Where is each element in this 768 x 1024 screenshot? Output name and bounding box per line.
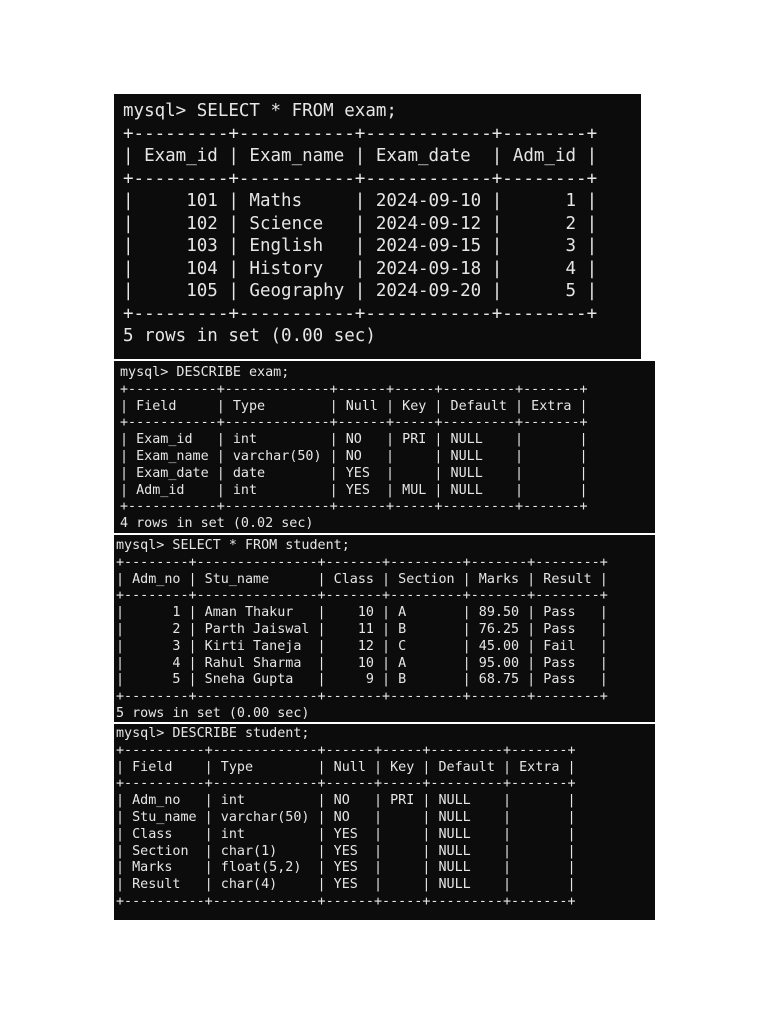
table-header-row: | Field | Type | Null | Key | Default | Extra | <box>120 398 588 414</box>
table-header-row: | Field | Type | Null | Key | Default | Extra | <box>116 759 576 775</box>
table-border: +-----------+-------------+------+-----+---------+-------+ <box>120 499 588 515</box>
table-border: +---------+-----------+------------+--------+ <box>123 168 598 189</box>
table-row: | 3 | Kirti Taneja | 12 | C | 45.00 | Fail | <box>116 638 608 654</box>
table-row: | Stu_name | varchar(50) | NO | | NULL | | <box>116 809 576 825</box>
terminal-output <box>123 100 641 348</box>
table-header-row: | Exam_id | Exam_name | Exam_date | Adm_id | <box>123 146 598 166</box>
table-row: | 105 | Geography | 2024-09-20 | 5 | <box>123 281 598 301</box>
terminal-output <box>120 365 655 533</box>
table-row: | Result | char(4) | YES | | NULL | | <box>116 877 576 893</box>
result-summary: 5 rows in set (0.00 sec) <box>116 705 310 721</box>
table-border: +---------+-----------+------------+--------+ <box>123 123 598 144</box>
table-border: +----------+-------------+------+-----+---------+-------+ <box>116 742 576 758</box>
table-row: | Class | int | YES | | NULL | | <box>116 826 576 842</box>
table-row: | 101 | Maths | 2024-09-10 | 1 | <box>123 191 598 211</box>
table-row: | 2 | Parth Jaiswal | 11 | B | 76.25 | Pass | <box>116 621 608 637</box>
table-border: +--------+---------------+-------+---------+-------+--------+ <box>116 554 608 570</box>
table-row: | Section | char(1) | YES | | NULL | | <box>116 843 576 859</box>
table-border: +--------+---------------+-------+---------+-------+--------+ <box>116 588 608 604</box>
table-border: +----------+-------------+------+-----+---------+-------+ <box>116 776 576 792</box>
table-border: +-----------+-------------+------+-----+---------+-------+ <box>120 415 588 431</box>
terminal-panel-describe-exam <box>114 361 655 533</box>
terminal-output <box>116 726 655 911</box>
table-row: | 4 | Rahul Sharma | 10 | A | 95.00 | Pass | <box>116 655 608 671</box>
table-row: | Exam_name | varchar(50) | NO | | NULL | | <box>120 448 588 464</box>
prompt-line: mysql> DESCRIBE exam; <box>120 365 290 380</box>
table-row: | Marks | float(5,2) | YES | | NULL | | <box>116 860 576 876</box>
table-row: | Exam_date | date | YES | | NULL | | <box>120 465 588 481</box>
result-summary: 4 rows in set (0.02 sec) <box>120 516 314 532</box>
table-row: | Adm_id | int | YES | MUL | NULL | | <box>120 482 588 498</box>
table-border: +----------+-------------+------+-----+---------+-------+ <box>116 893 576 909</box>
table-row: | Adm_no | int | NO | PRI | NULL | | <box>116 793 576 809</box>
terminal-panel-select-student <box>114 535 655 722</box>
result-summary: 5 rows in set (0.00 sec) <box>123 326 376 346</box>
table-row: | 103 | English | 2024-09-15 | 3 | <box>123 236 598 256</box>
table-row: | 1 | Aman Thakur | 10 | A | 89.50 | Pass | <box>116 605 608 621</box>
prompt-line: mysql> DESCRIBE student; <box>116 726 310 741</box>
prompt-line: mysql> SELECT * FROM exam; <box>123 101 397 121</box>
terminal-output <box>116 538 655 722</box>
table-row: | 104 | History | 2024-09-18 | 4 | <box>123 258 598 279</box>
table-row: | Exam_id | int | NO | PRI | NULL | | <box>120 432 588 448</box>
table-row: | 102 | Science | 2024-09-12 | 2 | <box>123 213 598 234</box>
table-border: +--------+---------------+-------+---------+-------+--------+ <box>116 689 608 705</box>
table-row: | 5 | Sneha Gupta | 9 | B | 68.75 | Pass | <box>116 672 608 688</box>
table-border: +-----------+-------------+------+-----+---------+-------+ <box>120 381 588 397</box>
terminal-panel-describe-student <box>114 724 655 920</box>
terminal-panel-select-exam <box>114 94 641 359</box>
table-border: +---------+-----------+------------+--------+ <box>123 303 598 324</box>
table-header-row: | Adm_no | Stu_name | Class | Section | Marks | Result | <box>116 571 608 587</box>
prompt-line: mysql> SELECT * FROM student; <box>116 538 350 553</box>
